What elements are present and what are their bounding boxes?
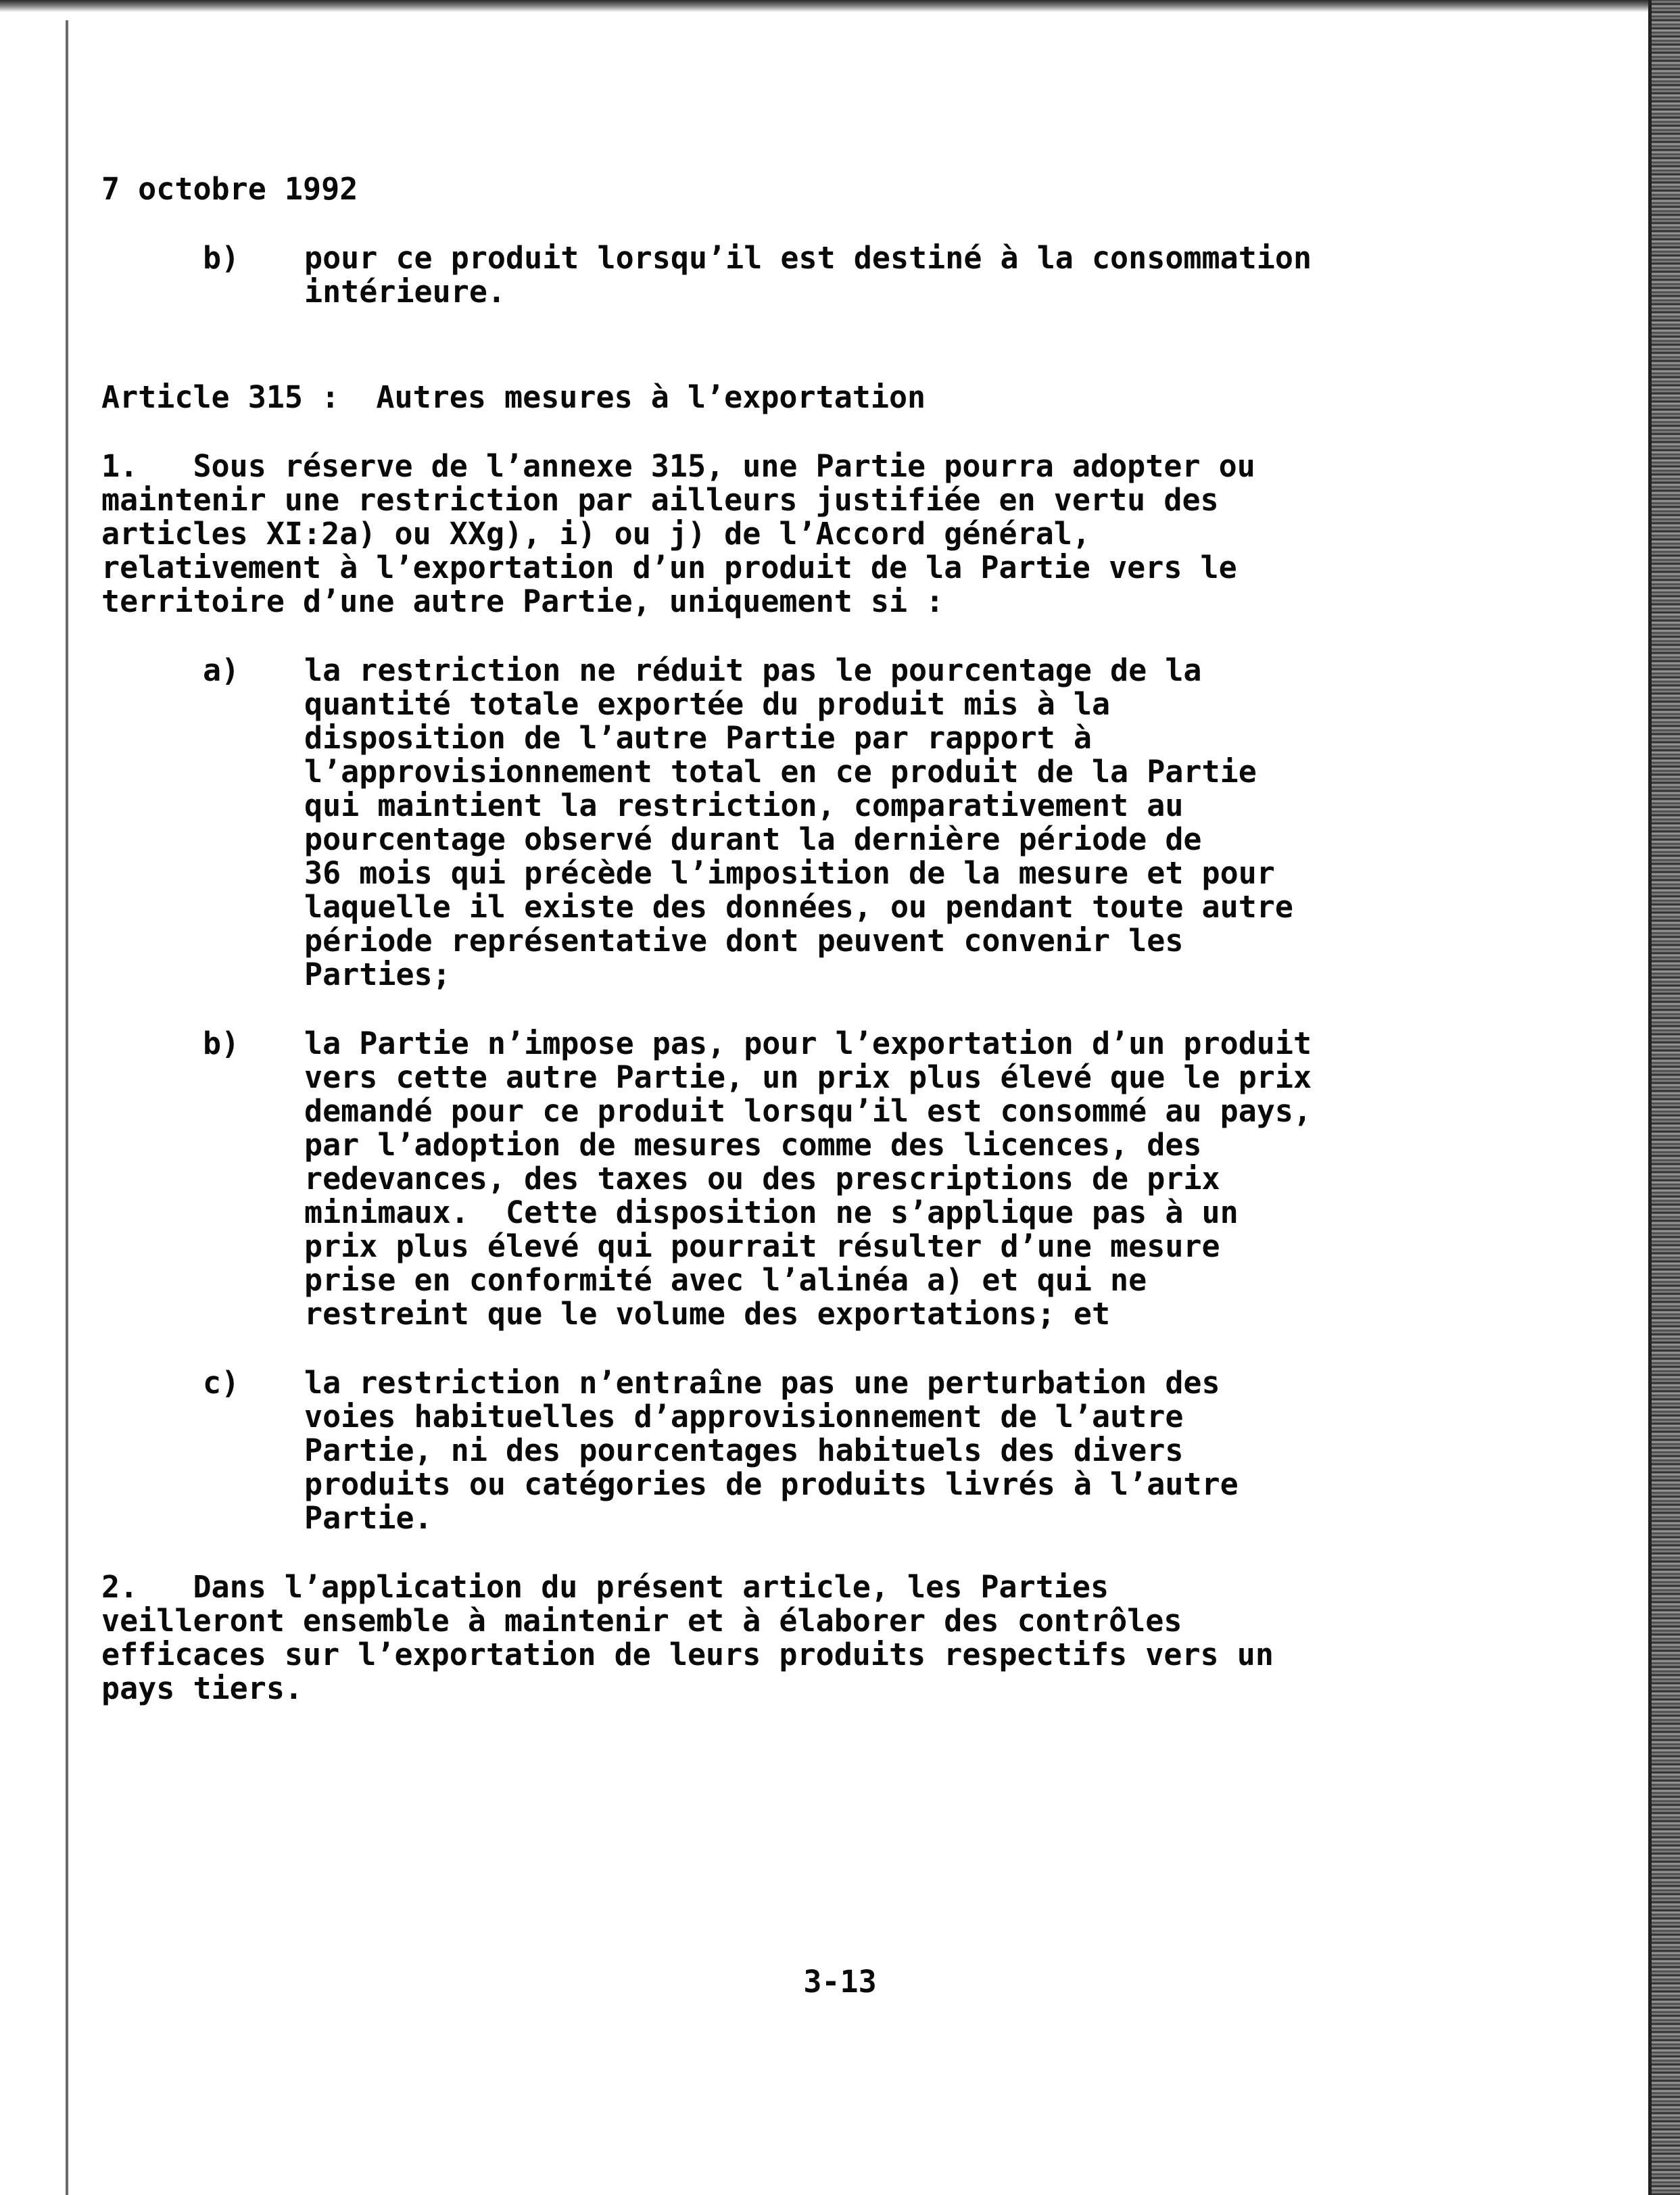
text-line: territoire d’une autre Partie, uniquement si : [101, 583, 944, 619]
item-label: b) [203, 1026, 240, 1061]
text-line: 2. Dans l’application du présent article, les Parties [101, 1569, 1109, 1605]
text-line: redevances, des taxes ou des prescriptions de prix [304, 1161, 1220, 1197]
text-line: quantité totale exportée du produit mis à la [304, 686, 1111, 722]
article-heading: Article 315 : Autres mesures à l’exportation [101, 379, 926, 415]
text-line: Partie, ni des pourcentages habituels des divers [304, 1432, 1184, 1468]
text-line: qui maintient la restriction, comparativement au [304, 788, 1184, 823]
text-line: 1. Sous réserve de l’annexe 315, une Partie pourra adopter ou [101, 448, 1255, 484]
text-line: l’approvisionnement total en ce produit de la Partie [304, 754, 1257, 790]
text-line: 36 mois qui précède l’imposition de la mesure et pour [304, 855, 1275, 891]
text-line: disposition de l’autre Partie par rapport à [304, 720, 1092, 756]
text-line: prise en conformité avec l’alinéa a) et qui ne [304, 1262, 1147, 1298]
text-line: pour ce produit lorsqu’il est destiné à la consommation [304, 240, 1312, 276]
text-line: veilleront ensemble à maintenir et à élaborer des contrôles [101, 1603, 1182, 1639]
text-line: la restriction ne réduit pas le pourcentage de la [304, 652, 1202, 688]
text-line: prix plus élevé qui pourrait résulter d’une mesure [304, 1228, 1220, 1264]
scan-left-margin-line [65, 20, 69, 2195]
paragraph-1 [101, 450, 1454, 619]
text-line: intérieure. [304, 274, 506, 310]
document-body [101, 172, 1454, 1741]
page-number: 3-13 [803, 1964, 877, 2000]
text-line: Partie. [304, 1500, 433, 1536]
scan-top-edge [0, 0, 1680, 12]
scan-right-edge [1652, 0, 1680, 2195]
item-label: b) [203, 240, 240, 276]
list-item-c [101, 1366, 1454, 1535]
text-line: articles XI:2a) ou XXg), i) ou j) de l’Accord général, [101, 516, 1090, 552]
text-line: pourcentage observé durant la dernière période de [304, 821, 1202, 857]
text-line: minimaux. Cette disposition ne s’applique pas à un [304, 1195, 1239, 1230]
text-line: demandé pour ce produit lorsqu’il est consommé au pays, [304, 1093, 1312, 1129]
text-line: restreint que le volume des exportations; et [304, 1296, 1111, 1332]
text-line: laquelle il existe des données, ou pendant toute autre [304, 889, 1293, 925]
text-line: efficaces sur l’exportation de leurs produits respectifs vers un [101, 1637, 1274, 1672]
text-line: par l’adoption de mesures comme des licences, des [304, 1127, 1202, 1163]
continuation-item-b [101, 241, 1454, 309]
list-item-a [101, 654, 1454, 992]
text-line: Parties; [304, 957, 451, 992]
text-line: produits ou catégories de produits livrés à l’autre [304, 1466, 1239, 1502]
text-line: relativement à l’exportation d’un produit de la Partie vers le [101, 550, 1237, 585]
list-item-b [101, 1027, 1454, 1331]
item-label: a) [203, 652, 240, 688]
text-line: voies habituelles d’approvisionnement de l’autre [304, 1399, 1184, 1434]
text-line: la Partie n’impose pas, pour l’exportation d’un produit [304, 1026, 1312, 1061]
item-label: c) [203, 1365, 240, 1401]
text-line: pays tiers. [101, 1670, 304, 1706]
text-line: maintenir une restriction par ailleurs justifiée en vertu des [101, 482, 1219, 518]
text-line: période représentative dont peuvent convenir les [304, 923, 1184, 959]
paragraph-2 [101, 1570, 1454, 1706]
document-date: 7 octobre 1992 [101, 171, 358, 207]
text-line: vers cette autre Partie, un prix plus élevé que le prix [304, 1059, 1312, 1095]
text-line: la restriction n’entraîne pas une perturbation des [304, 1365, 1220, 1401]
